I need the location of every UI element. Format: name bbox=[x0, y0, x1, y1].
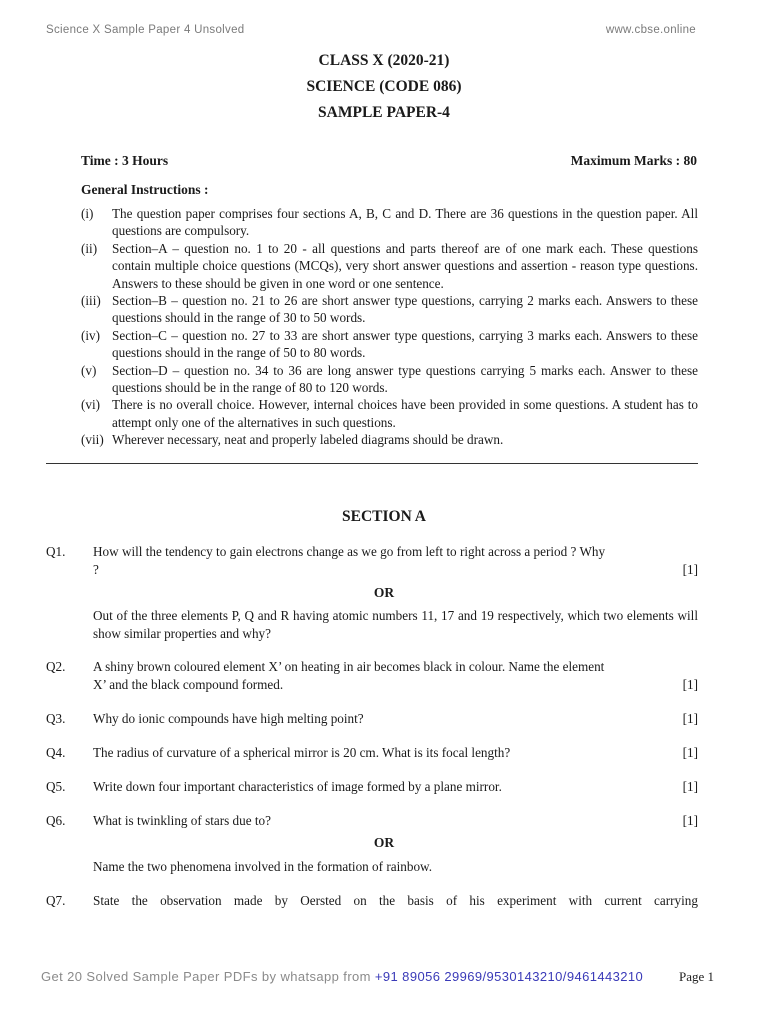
question-marks: [1] bbox=[682, 745, 698, 760]
instruction-item bbox=[81, 205, 698, 240]
question-5 bbox=[46, 778, 698, 798]
instruction-text: Section–A – question no. 1 to 20 - all questions and parts thereof are of one mark each. These questions contain multiple choice questions (MCQs), very short answer questions and assertion - reason type questions. Answers to these should be given in one word or one sentence. bbox=[112, 240, 698, 291]
question-1-alternative: Out of the three elements P, Q and R having atomic numbers 11, 17 and 19 respectively, which two elements will show similar properties and why? bbox=[93, 608, 698, 641]
subject-title: SCIENCE (CODE 086) bbox=[306, 78, 462, 95]
paper-title: SAMPLE PAPER-4 bbox=[318, 104, 450, 121]
time-allowed: Time : 3 Hours bbox=[81, 153, 169, 168]
maximum-marks: Maximum Marks : 80 bbox=[570, 153, 697, 168]
page-number: Page 1 bbox=[678, 969, 714, 984]
question-number: Q4. bbox=[46, 745, 66, 760]
class-title: CLASS X (2020-21) bbox=[318, 52, 450, 69]
question-text-line: How will the tendency to gain electrons change as we go from left to right across a period ? Why bbox=[93, 544, 606, 559]
instruction-number: (vi) bbox=[81, 397, 101, 413]
instruction-text: Section–B – question no. 21 to 26 are short answer type questions, carrying 2 marks each. Answers to these questions should in the range of 30 to 50 words. bbox=[112, 293, 698, 326]
question-marks: [1] bbox=[682, 779, 698, 794]
question-3 bbox=[46, 710, 698, 730]
question-marks: [1] bbox=[682, 562, 698, 577]
instruction-text: Section–C – question no. 27 to 33 are short answer type questions, carrying 3 marks each. Answers to these questions should in the range of 50 to 80 words. bbox=[112, 327, 698, 361]
question-text: What is twinkling of stars due to? bbox=[93, 813, 271, 828]
question-1 bbox=[46, 543, 698, 583]
instruction-text: There is no overall choice. However, internal choices have been provided in some questions. A student has to attempt only one of the alternatives in such questions. bbox=[112, 397, 698, 430]
question-text: Write down four important characteristics of image formed by a plane mirror. bbox=[93, 779, 502, 794]
question-6-alternative: Name the two phenomena involved in the formation of rainbow. bbox=[93, 859, 432, 874]
instruction-item bbox=[81, 327, 698, 362]
question-text: The radius of curvature of a spherical mirror is 20 cm. What is its focal length? bbox=[93, 745, 511, 760]
instructions-list bbox=[81, 205, 698, 449]
footer-text: Get 20 Solved Sample Paper PDFs by whatsapp from bbox=[41, 969, 375, 984]
instruction-item bbox=[81, 240, 698, 292]
instruction-number: (i) bbox=[81, 206, 94, 221]
question-text-line: X’ and the black compound formed. bbox=[93, 677, 284, 692]
section-title: SECTION A bbox=[342, 508, 426, 525]
question-number: Q3. bbox=[46, 711, 66, 726]
question-number: Q1. bbox=[46, 544, 66, 559]
question-number: Q6. bbox=[46, 813, 66, 828]
instruction-item bbox=[81, 362, 698, 397]
running-header-website: www.cbse.online bbox=[605, 24, 696, 36]
question-marks: [1] bbox=[682, 711, 698, 726]
footer-promo bbox=[41, 969, 643, 984]
instruction-item bbox=[81, 431, 698, 448]
question-text-line: A shiny brown coloured element X’ on heating in air becomes black in colour. Name the element bbox=[93, 659, 605, 674]
horizontal-divider bbox=[46, 463, 698, 464]
instruction-number: (ii) bbox=[81, 240, 98, 256]
question-number: Q7. bbox=[46, 893, 66, 908]
instruction-number: (vii) bbox=[81, 432, 104, 448]
question-number: Q2. bbox=[46, 659, 66, 674]
running-header-title: Science X Sample Paper 4 Unsolved bbox=[46, 24, 245, 36]
instruction-number: (iv) bbox=[81, 327, 101, 343]
question-text-line: ? bbox=[93, 562, 99, 577]
instruction-text: Section–D – question no. 34 to 36 are long answer type questions carrying 5 marks each. Answer to these questions should be in the range of 80 to 120 words. bbox=[112, 362, 698, 396]
question-text: Why do ionic compounds have high melting point? bbox=[93, 711, 364, 726]
question-marks: [1] bbox=[682, 813, 698, 828]
instruction-item bbox=[81, 396, 698, 431]
instruction-number: (v) bbox=[81, 362, 97, 378]
instruction-text: Wherever necessary, neat and properly labeled diagrams should be drawn. bbox=[112, 432, 504, 448]
or-separator: OR bbox=[373, 585, 395, 600]
general-instructions-heading: General Instructions : bbox=[81, 182, 209, 197]
instruction-text: The question paper comprises four sections A, B, C and D. There are 36 questions in the question paper. All questions are compulsory. bbox=[112, 206, 698, 239]
question-marks: [1] bbox=[682, 677, 698, 692]
footer-phone-numbers: +91 89056 29969/9530143210/9461443210 bbox=[374, 969, 644, 984]
instruction-number: (iii) bbox=[81, 293, 101, 309]
question-2 bbox=[46, 658, 698, 698]
instruction-item bbox=[81, 292, 698, 327]
question-4 bbox=[46, 744, 698, 764]
question-text: State the observation made by Oersted on the basis of his experiment with current carrying bbox=[93, 893, 698, 908]
question-number: Q5. bbox=[46, 779, 66, 794]
question-7 bbox=[46, 892, 698, 912]
or-separator: OR bbox=[373, 835, 395, 850]
question-6 bbox=[46, 812, 698, 832]
